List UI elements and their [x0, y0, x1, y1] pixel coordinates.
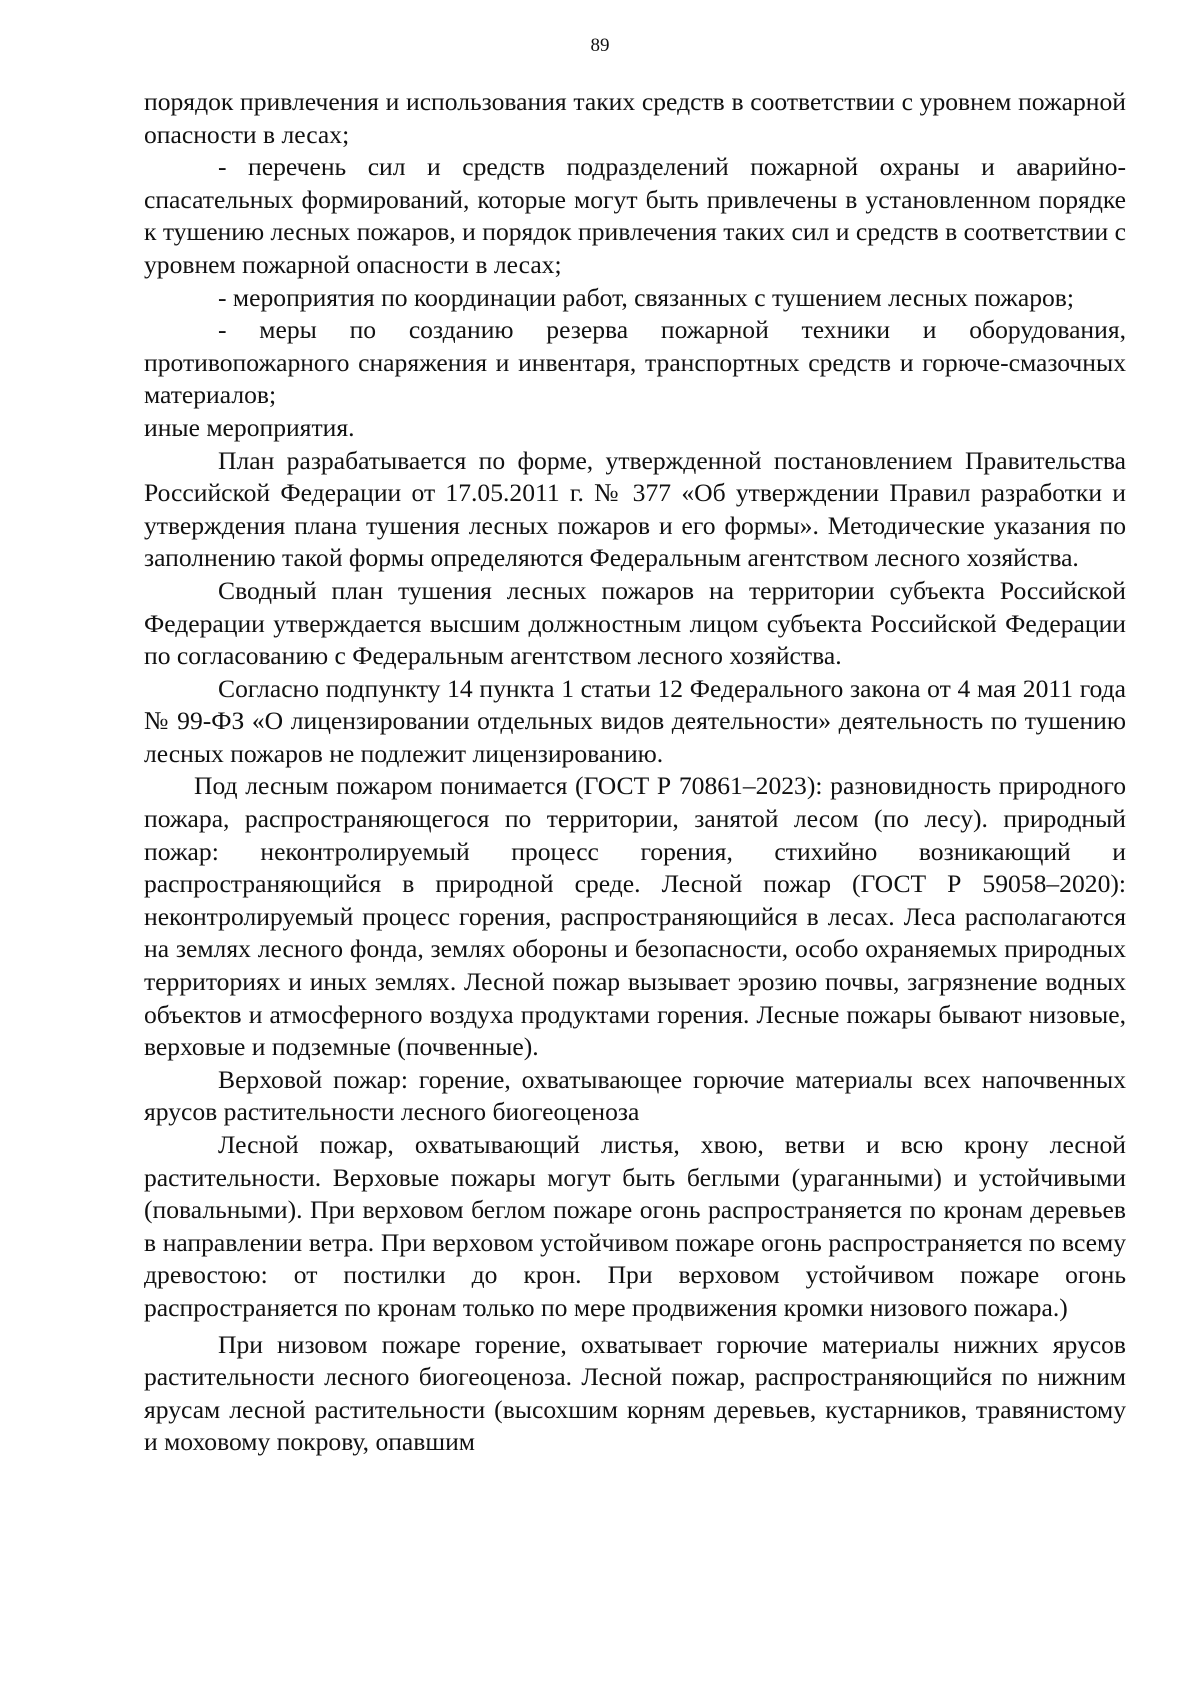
paragraph-crown-fire: Верховой пожар: горение, охватывающее горючие материалы всех напочвенных ярусов растительности лесного биогеоценоза: [144, 1064, 1126, 1127]
paragraph-consolidated-plan: Сводный план тушения лесных пожаров на территории субъекта Российской Федерации утверждается высшим должностным лицом субъекта Российской Федерации по согласованию с Федеральным агентством лесного хозяйства.: [144, 575, 1126, 671]
paragraph-reserve-measures: - меры по созданию резерва пожарной техники и оборудования, противопожарного снаряжения и инвентаря, транспортных средств и горюче-смазочных материалов;: [144, 315, 1126, 410]
paragraph-plan-form: План разрабатывается по форме, утвержденной постановлением Правительства Российской Федерации от 17.05.2011 г. № 377 «Об утверждении Правил разработки и утверждения плана тушения лесных пожаров и его формы». Методические указания по заполнению такой формы определяются Федеральным агентством лесного хозяйства.: [144, 445, 1126, 573]
paragraph-ground-fire: При низовом пожаре горение, охватывает горючие материалы нижних ярусов растительности лесного биогеоценоза. Лесной пожар, распространяющийся по нижним ярусам лесной растительности (высохшим корням деревьев, кустарников, травянистому и моховому покрову, опавшим: [144, 1329, 1126, 1457]
paragraph-coordination: - мероприятия по координации работ, связанных с тушением лесных пожаров;: [218, 282, 1074, 312]
paragraph-licensing: Согласно подпункту 14 пункта 1 статьи 12 Федерального закона от 4 мая 2011 года № 99-ФЗ «О лицензировании отдельных видов деятельности» деятельность по тушению лесных пожаров не подлежит лицензированию.: [144, 673, 1126, 768]
page-number: 89: [590, 35, 610, 56]
paragraph-other-measures: иные мероприятия.: [144, 412, 355, 442]
paragraph-forest-fire-definition: Под лесным пожаром понимается (ГОСТ Р 70861–2023): разновидность природного пожара, распространяющегося по территории, занятой лесом (по лесу). природный пожар: неконтролируемый процесс горения, стихийно возникающий и распространяющийся в природной среде. Лесной пожар (ГОСТ Р 59058–2020): неконтролируемый процесс горения, распространяющийся в лесах. Леса располагаются на землях лесного фонда, землях обороны и безопасности, особо охраняемых природных территориях и иных землях. Лесной пожар вызывает эрозию почвы, загрязнение водных объектов и атмосферного воздуха продуктами горения. Лесные пожары бывают низовые, верховые и подземные (почвенные).: [144, 771, 1126, 1062]
document-body: [144, 86, 1126, 1459]
paragraph-forces-list: - перечень сил и средств подразделений пожарной охраны и аварийно-спасательных формирований, которые могут быть привлечены в установленном порядке к тушению лесных пожаров, и порядок привлечения таких сил и средств в соответствии с уровнем пожарной опасности в лесах;: [144, 152, 1126, 279]
paragraph-order-of-involvement: порядок привлечения и использования таких средств в соответствии с уровнем пожарной опасности в лесах;: [144, 87, 1126, 149]
paragraph-crown-fire-details: Лесной пожар, охватывающий листья, хвою, ветви и всю крону лесной растительности. Верховые пожары могут быть беглыми (ураганными) и устойчивыми (повальными). При верховом беглом пожаре огонь распространяется по кронам деревьев в направлении ветра. При верховом устойчивом пожаре огонь распространяется по всему древостою: от постилки до крон. При верховом устойчивом пожаре огонь распространяется по кронам только по мере продвижения кромки низового пожара.): [144, 1130, 1126, 1322]
